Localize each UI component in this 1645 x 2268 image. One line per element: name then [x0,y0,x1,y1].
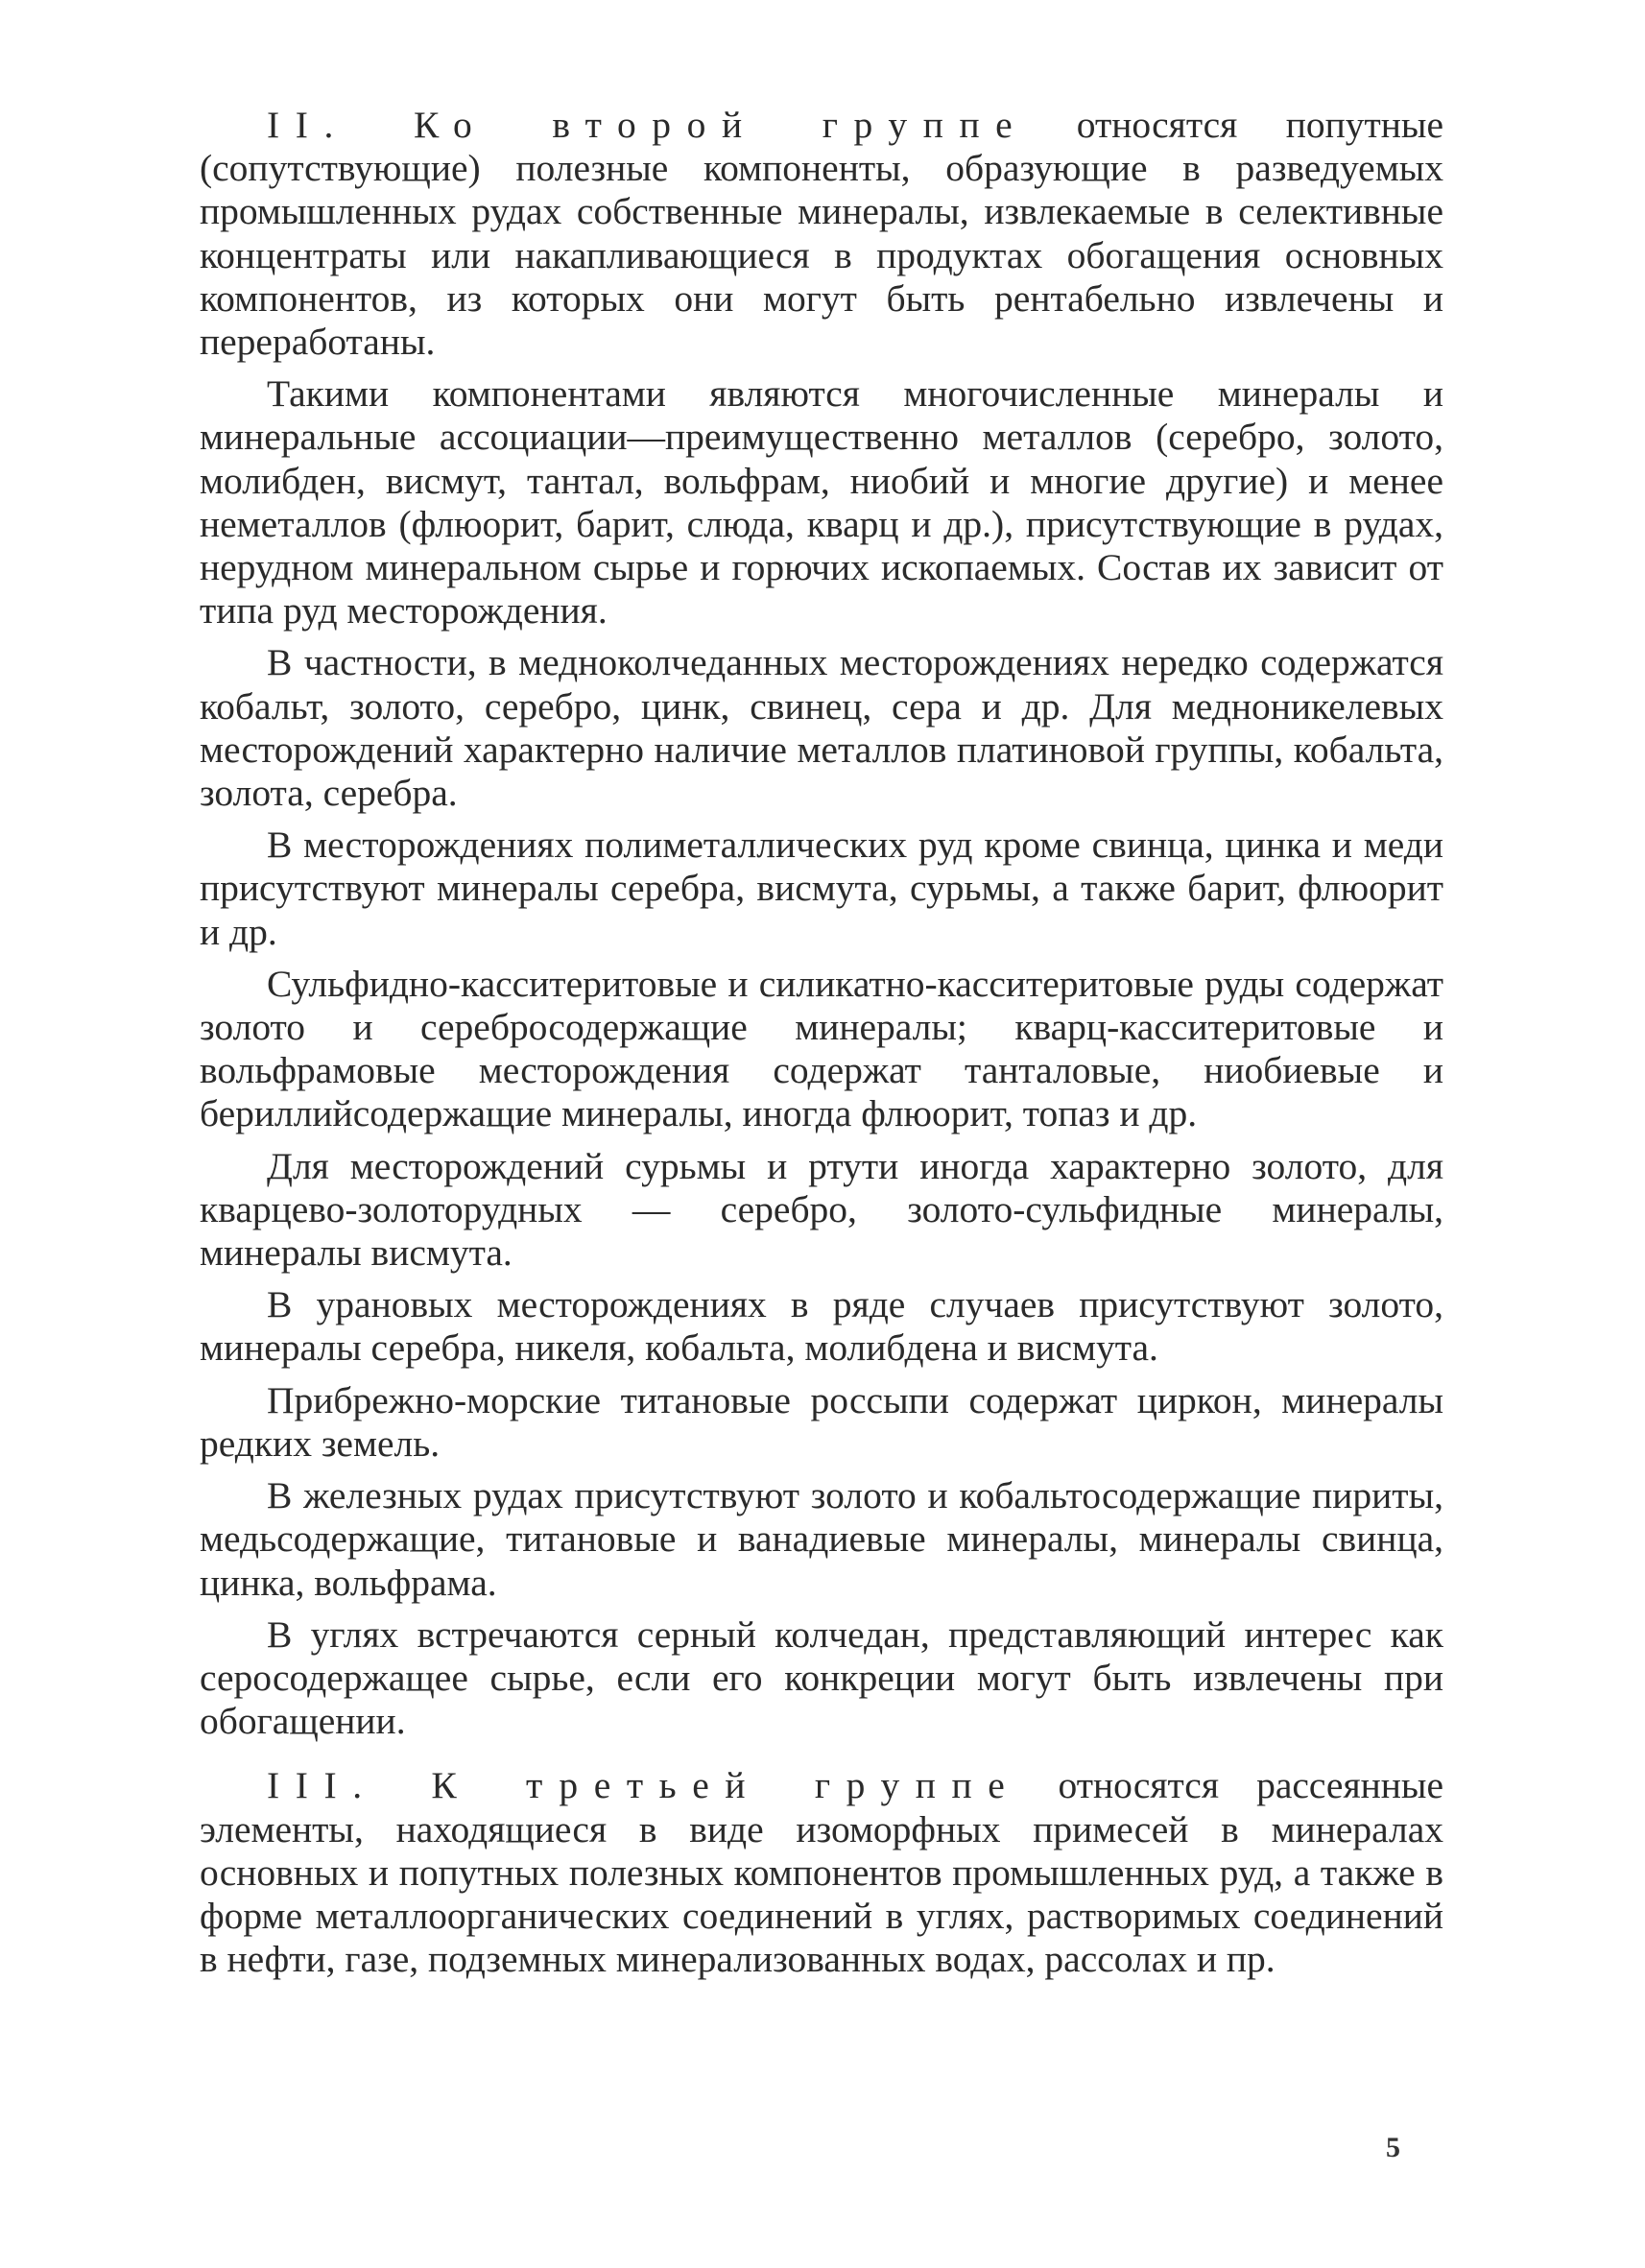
paragraph-components [200,372,1443,633]
paragraph-polymetallic [200,824,1443,954]
page-number: 5 [1386,2132,1400,2163]
paragraph-text: Сульфидно-касситеритовые и силикатно-касситеритовые руды содержат золото и серебросодержащие минералы; кварц-касситеритовые и вольфрамовые месторождения содержат танталовые, ниобиевые и бериллийсодержащие минералы, иногда флюорит, топаз и др. [200,962,1443,1135]
section-heading-group-three: III. К третьей группе [267,1764,1021,1807]
paragraph-text: В урановых месторождениях в ряде случаев присутствуют золото, минералы серебра, никеля, кобальта, молибдена и висмута. [200,1283,1443,1370]
paragraph-text: В частности, в медноколчеданных месторождениях нередко содержатся кобальт, золото, серебро, цинк, свинец, сера и др. Для медноникелевых месторождений характерно наличие металлов платиновой группы, кобальта, золота, серебра. [200,641,1443,815]
paragraph-antimony-mercury [200,1145,1443,1276]
paragraph-titanium-placers [200,1379,1443,1466]
paragraph-group-three [200,1764,1443,1981]
paragraph-text: Такими компонентами являются многочисленные минералы и минеральные ассоциации—преимущественно металлов (серебро, золото, молибден, висмут, тантал, вольфрам, ниобий и многие другие) и менее неметаллов (флюорит, барит, слюда, кварц и др.), присутствующие в рудах, нерудном минеральном сырье и горючих ископаемых. Состав их зависит от типа руд месторождения. [200,372,1443,633]
paragraph-text: относятся рассеянные элементы, находящиеся в виде изоморфных примесей в минералах основных и попутных полезных компонентов промышленных руд, а также в форме металлоорганических соединений в углях, растворимых соединений в нефти, газе, подземных минерализованных водах, рассолах и пр. [200,1764,1443,1981]
paragraph-iron-ores [200,1474,1443,1605]
paragraph-group-two [200,104,1443,364]
paragraph-text: Для месторождений сурьмы и ртути иногда характерно золото, для кварцево-золоторудных — серебро, золото-сульфидные минералы, минералы висмута. [200,1144,1443,1275]
paragraph-text: В месторождениях полиметаллических руд кроме свинца, цинка и меди присутствуют минералы серебра, висмута, сурьмы, а также барит, флюорит и др. [200,824,1443,953]
paragraph-coals [200,1613,1443,1744]
paragraph-uranium [200,1283,1443,1370]
paragraph-copper-pyrite [200,641,1443,815]
paragraph-text: Прибрежно-морские титановые россыпи содержат циркон, минералы редких земель. [200,1378,1443,1465]
paragraph-text: В углях встречаются серный колчедан, представляющий интерес как серосодержащее сырье, если его конкреции могут быть извлечены при обогащении. [200,1612,1443,1743]
body-text [200,104,1443,1990]
section-heading-group-two: II. Ко второй группе [267,104,1029,146]
paragraph-cassiterite [200,963,1443,1136]
paragraph-text: В железных рудах присутствуют золото и кобальтосодержащие пириты, медьсодержащие, титановые и ванадиевые минералы, минералы свинца, цинка, вольфрама. [200,1474,1443,1604]
paragraph-text: относятся попутные (сопутствующие) полезные компоненты, образующие в разведуемых промышленных рудах собственные минералы, извлекаемые в селективные концентраты или накапливающиеся в продуктах обогащения основных компонентов, из которых они могут быть рентабельно извлечены и переработаны. [200,104,1443,364]
